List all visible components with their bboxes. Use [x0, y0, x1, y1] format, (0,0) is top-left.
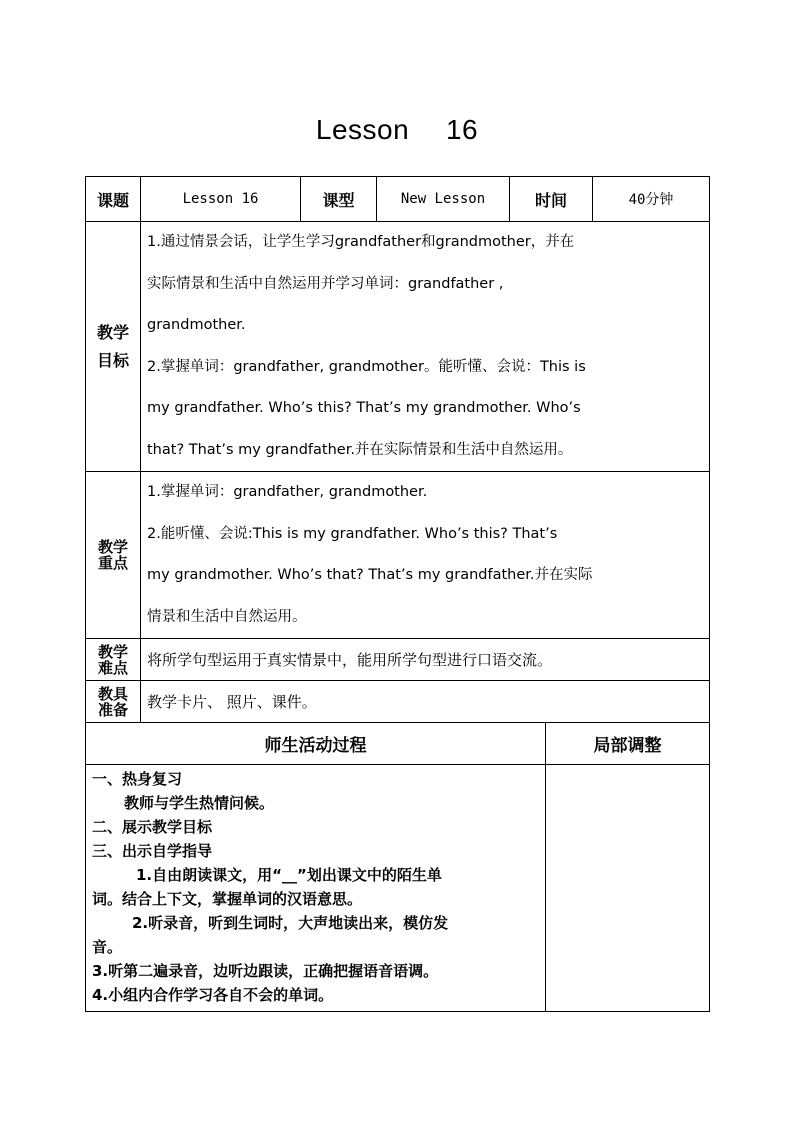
process-line: 教师与学生热情问候。 — [124, 794, 275, 812]
type-value: New Lesson — [377, 177, 510, 222]
materials-label-text: 教具 准备 — [97, 684, 128, 719]
key-points-line: 2.能听懂、会说:This is my grandfather. Who’s this? That’s — [147, 525, 558, 542]
process-line: 二、展示教学目标 — [92, 818, 213, 836]
process-line: 音。 — [92, 938, 123, 956]
difficulties-label-text: 教学 难点 — [97, 642, 128, 677]
process-line: 2.听录音，听到生词时，大声地读出来，模仿发 — [132, 914, 449, 932]
time-value: 40分钟 — [593, 177, 710, 222]
key-points-line: 1.掌握单词：grandfather, grandmother. — [147, 484, 428, 500]
header-row — [86, 177, 710, 222]
key-points-line: my grandmother. Who’s that? That’s my grandfather.并在实际 — [147, 567, 593, 583]
goals-row — [86, 222, 710, 472]
materials-row — [86, 681, 710, 723]
process-line: 三、出示自学指导 — [92, 842, 213, 860]
lesson-plan-table — [85, 176, 710, 1012]
topic-value: Lesson 16 — [141, 177, 301, 222]
type-label: 课型 — [301, 177, 377, 222]
process-line: 词。结合上下文，掌握单词的汉语意思。 — [92, 890, 363, 908]
key-points-row — [86, 472, 710, 639]
process-line: 3.听第二遍录音，边听边跟读，正确把握语音语调。 — [92, 962, 439, 980]
process-line: 1.自由朗读课文，用“__”划出课文中的陌生单 — [136, 866, 442, 884]
difficulties-content: 将所学句型运用于真实情景中，能用所学句型进行口语交流。 — [141, 639, 710, 681]
goals-content — [141, 222, 710, 472]
adjustment-header: 局部调整 — [546, 723, 710, 765]
goals-line: my grandfather. Who’s this? That’s my grandmother. Who’s — [147, 400, 581, 416]
goals-line: that? That’s my grandfather.并在实际情景和生活中自然运用。 — [147, 441, 573, 458]
goals-line: grandmother. — [147, 317, 246, 333]
difficulties-label — [86, 639, 141, 681]
key-points-line: 情景和生活中自然运用。 — [147, 608, 307, 625]
adjustment-content — [546, 765, 710, 1012]
materials-label — [86, 681, 141, 723]
process-content — [86, 765, 546, 1012]
process-header: 师生活动过程 — [86, 723, 546, 765]
process-row — [86, 765, 710, 1012]
goals-line: 实际情景和生活中自然运用并学习单词：grandfather , — [147, 275, 504, 292]
difficulties-row — [86, 639, 710, 681]
goals-label-text: 教学 目标 — [96, 322, 129, 370]
page-title: Lesson 16 — [315, 114, 479, 145]
goals-line: 2.掌握单词：grandfather, grandmother。能听懂、会说：This is — [147, 358, 586, 375]
topic-label: 课题 — [86, 177, 141, 222]
key-points-label-text: 教学 重点 — [97, 538, 128, 572]
time-label: 时间 — [510, 177, 593, 222]
process-line: 一、热身复习 — [92, 770, 183, 788]
goals-line: 1.通过情景会话，让学生学习grandfather和grandmother，并在 — [147, 234, 575, 250]
process-line: 4.小组内合作学习各自不会的单词。 — [92, 986, 334, 1004]
materials-content: 教学卡片、 照片、课件。 — [141, 681, 710, 723]
process-header-row — [86, 723, 710, 765]
key-points-content — [141, 472, 710, 639]
key-points-label — [86, 472, 141, 639]
goals-label — [86, 222, 141, 472]
